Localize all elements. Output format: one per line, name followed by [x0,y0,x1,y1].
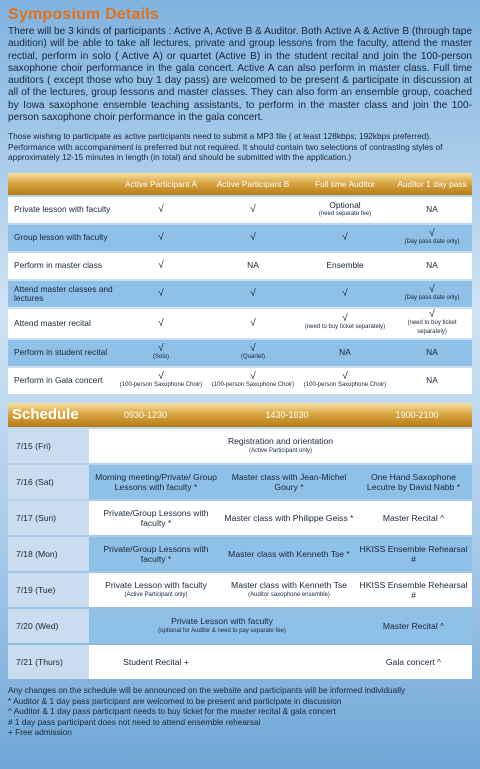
day-label: 7/18 (Mon) [8,537,89,571]
cell: √ [298,225,392,251]
footnote: ^ Auditor & 1 day pass participant needs to buy ticket for the master recital & gala concert [8,706,336,717]
schedule-row [8,429,472,463]
header-full-auditor: Full time Auditor [314,178,376,189]
cell: √ (100-person Saxophone Choir) [208,368,298,394]
table-row [8,309,472,338]
schedule-section [8,403,472,681]
row-label: Attend master classes and lectures [8,281,114,307]
cell: √ (need to buy ticket separately) [392,309,472,338]
schedule-cell: Master class with Philippe Geiss * [223,501,355,535]
row-label: Group lesson with faculty [8,225,114,251]
schedule-cell: Master Recital ^ [355,609,472,643]
schedule-header [8,403,472,427]
schedule-cell: Private/Group Lessons with faculty * [89,537,223,571]
schedule-cell: Private Lesson with faculty (Active Participant only) [89,573,223,607]
header-active-b: Active Participant B [216,178,290,189]
row-label: Perform in master class [8,253,114,279]
footnote: + Free admission [8,727,72,738]
table-row [8,281,472,307]
day-label: 7/20 (Wed) [8,609,89,643]
time-slot-evening: 1900-2100 [395,409,439,420]
schedule-cell: Student Recital + [89,645,223,679]
schedule-cell: Master class with Kenneth Tse (Auditor saxophone ensemble) [223,573,355,607]
day-label: 7/17 (Sun) [8,501,89,535]
schedule-cell: HKISS Ensemble Rehearsal # [355,573,472,607]
row-label: Private lesson with faculty [8,197,114,223]
day-label: 7/16 (Sat) [8,465,89,499]
cell: √ (100-person Saxophone Choir) [298,368,392,394]
day-label: 7/21 (Thurs) [8,645,89,679]
schedule-row [8,645,472,679]
schedule-table [8,427,472,681]
cell: √ [114,253,208,279]
schedule-cell-empty [223,645,355,679]
participants-header-row [8,173,472,195]
cell: √ (Day pass date only) [392,225,472,251]
table-row [8,340,472,366]
footnote: # 1 day pass participant does not need to attend ensemble rehearsal [8,716,261,727]
intro-paragraph: There will be 3 kinds of participants : Active A, Active B & Auditor. Both Active A & Active B (through tape audition) will be able to take all lectures, private and group lessons from the faculty, attend the master rectial, perform in solo ( Active A) or quartet (Active B) in the student recital and join the 100-person saxophone choir performance in the gala concert. Active A can also perform in master class. Full time auditors ( except those who buy 1 day pass) are welcomed to be present & participate in discussion at all of the lectures, group lessons and master classes. They can also form an ensemble group, coached by Iowa saxophone ensemble teaching assistants, to perform in the master class and join the 100-person saxophone choir performance in the gala concert. [8,26,472,124]
schedule-row [8,501,472,535]
schedule-cell: Gala concert ^ [355,645,472,679]
time-slot-afternoon: 1430-1630 [265,409,309,420]
schedule-cell: Private Lesson with faculty (optional for Auditor & need to pay separate fee) [89,609,355,643]
participants-table [8,171,472,396]
schedule-row [8,573,472,607]
schedule-title: Schedule [12,406,79,424]
cell: √ (100-person Saxophone Choir) [114,368,208,394]
cell: NA [392,368,472,394]
header-day-pass: Auditor 1 day pass [397,178,467,189]
row-label: Attend master recital [8,309,114,338]
schedule-cell: Private/Group Lessons with faculty * [89,501,223,535]
schedule-cell: Registration and orientation (Active Participant only) [89,429,472,463]
table-row [8,253,472,279]
footnotes [8,685,472,738]
cell: NA [392,253,472,279]
cell: √ (Quartet) [208,340,298,366]
schedule-cell: One Hand Saxophone Lecutre by David Nabb * [355,465,472,499]
cell: Ensemble [298,253,392,279]
cell: NA [298,340,392,366]
table-row [8,225,472,251]
cell: √ [298,281,392,307]
cell: Optional (need separate fee) [298,197,392,223]
cell: √ [114,281,208,307]
cell: √ [208,309,298,338]
header-active-a: Active Participant A [124,178,198,189]
schedule-cell: Master Recital ^ [355,501,472,535]
table-row [8,368,472,394]
submission-note: Those wishing to participate as active participants need to submit a MP3 file ( at least 128kbps; 192kbps preferred). Performance with accompaniment is preferred but not required. It should contain two selections of contrasting styles of approximately 12-15 minutes in length (in total) and should be submitted with the application.) [8,131,443,162]
cell: √ [208,225,298,251]
schedule-row [8,609,472,643]
schedule-cell: Master class with Kenneth Tse * [223,537,355,571]
cell: √ [114,225,208,251]
time-slot-morning: 0930-1230 [124,409,168,420]
schedule-row [8,465,472,499]
cell: √ [208,281,298,307]
footnote: Any changes on the schedule will be announced on the website and participants will be informed individually [8,684,406,695]
cell: √ (Solo) [114,340,208,366]
day-label: 7/15 (Fri) [8,429,89,463]
cell: NA [392,340,472,366]
schedule-cell: Master class with Jean-Michel Goury * [223,465,355,499]
cell: √ (Day pass date only) [392,281,472,307]
cell: NA [392,197,472,223]
row-label: Perform in student recital [8,340,114,366]
cell: √ [114,309,208,338]
schedule-cell: HKISS Ensemble Rehearsal # [355,537,472,571]
schedule-cell: Morning meeting/Private/ Group Lessons with faculty * [89,465,223,499]
footnote: * Auditor & 1 day pass participant are welcomed to be present and participate in discussion [8,695,342,706]
cell: √ [114,197,208,223]
header-blank [8,173,114,195]
schedule-row [8,537,472,571]
cell: √ (need to buy ticket separately) [298,309,392,338]
row-label: Perform in Gala concert [8,368,114,394]
cell: √ [208,197,298,223]
page-title: Symposium Details [8,6,160,23]
day-label: 7/19 (Tue) [8,573,89,607]
page [8,6,472,738]
cell: NA [208,253,298,279]
table-row [8,197,472,223]
